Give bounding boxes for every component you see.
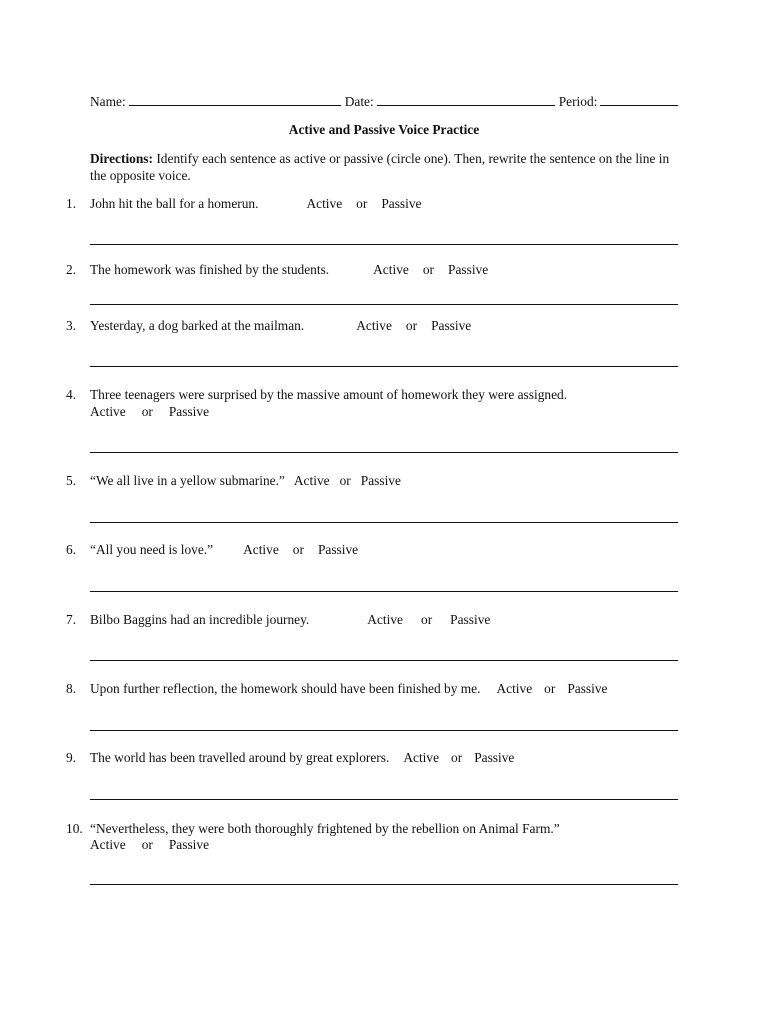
question-number: 1. <box>66 196 77 211</box>
question-number: 4. <box>66 387 77 402</box>
choice-passive: Passive <box>450 612 491 627</box>
choice-active: Active <box>90 837 126 852</box>
choice-active: Active <box>306 196 343 211</box>
directions-label: Directions: <box>90 151 153 166</box>
choice-or: or <box>544 681 556 696</box>
answer-line <box>90 366 678 367</box>
choice-or: or <box>141 404 153 419</box>
name-label: Name: <box>90 94 126 109</box>
choice-or: or <box>421 612 433 627</box>
answer-line <box>90 884 678 885</box>
answer-line <box>90 304 678 305</box>
question-text: “We all live in a yellow submarine.” <box>90 473 285 488</box>
period-label: Period: <box>558 94 598 109</box>
choice-active: Active <box>373 262 409 277</box>
answer-line <box>90 522 678 523</box>
question-number: 8. <box>66 681 77 696</box>
choice-active: Active <box>367 612 403 627</box>
choice-passive: Passive <box>431 318 472 333</box>
choice-passive: Passive <box>360 473 401 488</box>
choice-or: or <box>405 318 418 333</box>
question-text: “All you need is love.” <box>90 542 214 557</box>
choice-active: Active <box>243 542 279 557</box>
choice-active: Active <box>496 681 533 696</box>
date-blank <box>377 92 555 106</box>
question-text: The world has been travelled around by great explorers. <box>90 750 390 765</box>
student-info-header <box>90 92 678 110</box>
question-number: 3. <box>66 318 77 333</box>
question-text: The homework was finished by the students. <box>90 262 330 277</box>
choice-or: or <box>141 837 153 852</box>
choice-passive: Passive <box>474 750 515 765</box>
choice-active: Active <box>356 318 392 333</box>
answer-line <box>90 244 678 245</box>
answer-line <box>90 591 678 592</box>
choice-or: or <box>422 262 434 277</box>
choice-passive: Passive <box>448 262 489 277</box>
answer-line <box>90 730 678 731</box>
choice-active: Active <box>90 404 126 419</box>
choice-or: or <box>339 473 351 488</box>
question-text: Three teenagers were surprised by the massive amount of homework they were assigned. <box>90 387 568 402</box>
question-number: 7. <box>66 612 77 627</box>
choice-or: or <box>292 542 304 557</box>
question-number: 9. <box>66 750 77 765</box>
question-number: 5. <box>66 473 77 488</box>
directions <box>90 150 682 184</box>
choice-passive: Passive <box>168 837 210 852</box>
question-text: Bilbo Baggins had an incredible journey. <box>90 612 310 627</box>
date-label: Date: <box>344 94 374 109</box>
directions-text: Identify each sentence as active or passive (circle one). Then, rewrite the sentence on the line in the opposite voice. <box>90 151 670 183</box>
answer-line <box>90 452 678 453</box>
question-number: 2. <box>66 262 77 277</box>
choice-or: or <box>451 750 463 765</box>
answer-line <box>90 660 678 661</box>
answer-line <box>90 799 678 800</box>
period-blank <box>600 92 678 106</box>
choice-or: or <box>356 196 368 211</box>
question-number: 6. <box>66 542 77 557</box>
question-text: “Nevertheless, they were both thoroughly frightened by the rebellion on Animal Farm.” <box>90 821 560 836</box>
choice-active: Active <box>403 750 440 765</box>
choice-passive: Passive <box>381 196 422 211</box>
choice-passive: Passive <box>168 404 210 419</box>
question-text: John hit the ball for a homerun. <box>90 196 259 211</box>
question-text: Yesterday, a dog barked at the mailman. <box>90 318 305 333</box>
choice-active: Active <box>293 473 330 488</box>
choice-passive: Passive <box>567 681 608 696</box>
worksheet-title: Active and Passive Voice Practice <box>288 122 480 137</box>
name-blank <box>129 92 341 106</box>
question-text: Upon further reflection, the homework should have been finished by me. <box>90 681 481 696</box>
question-number: 10. <box>66 821 83 836</box>
choice-passive: Passive <box>317 542 359 557</box>
